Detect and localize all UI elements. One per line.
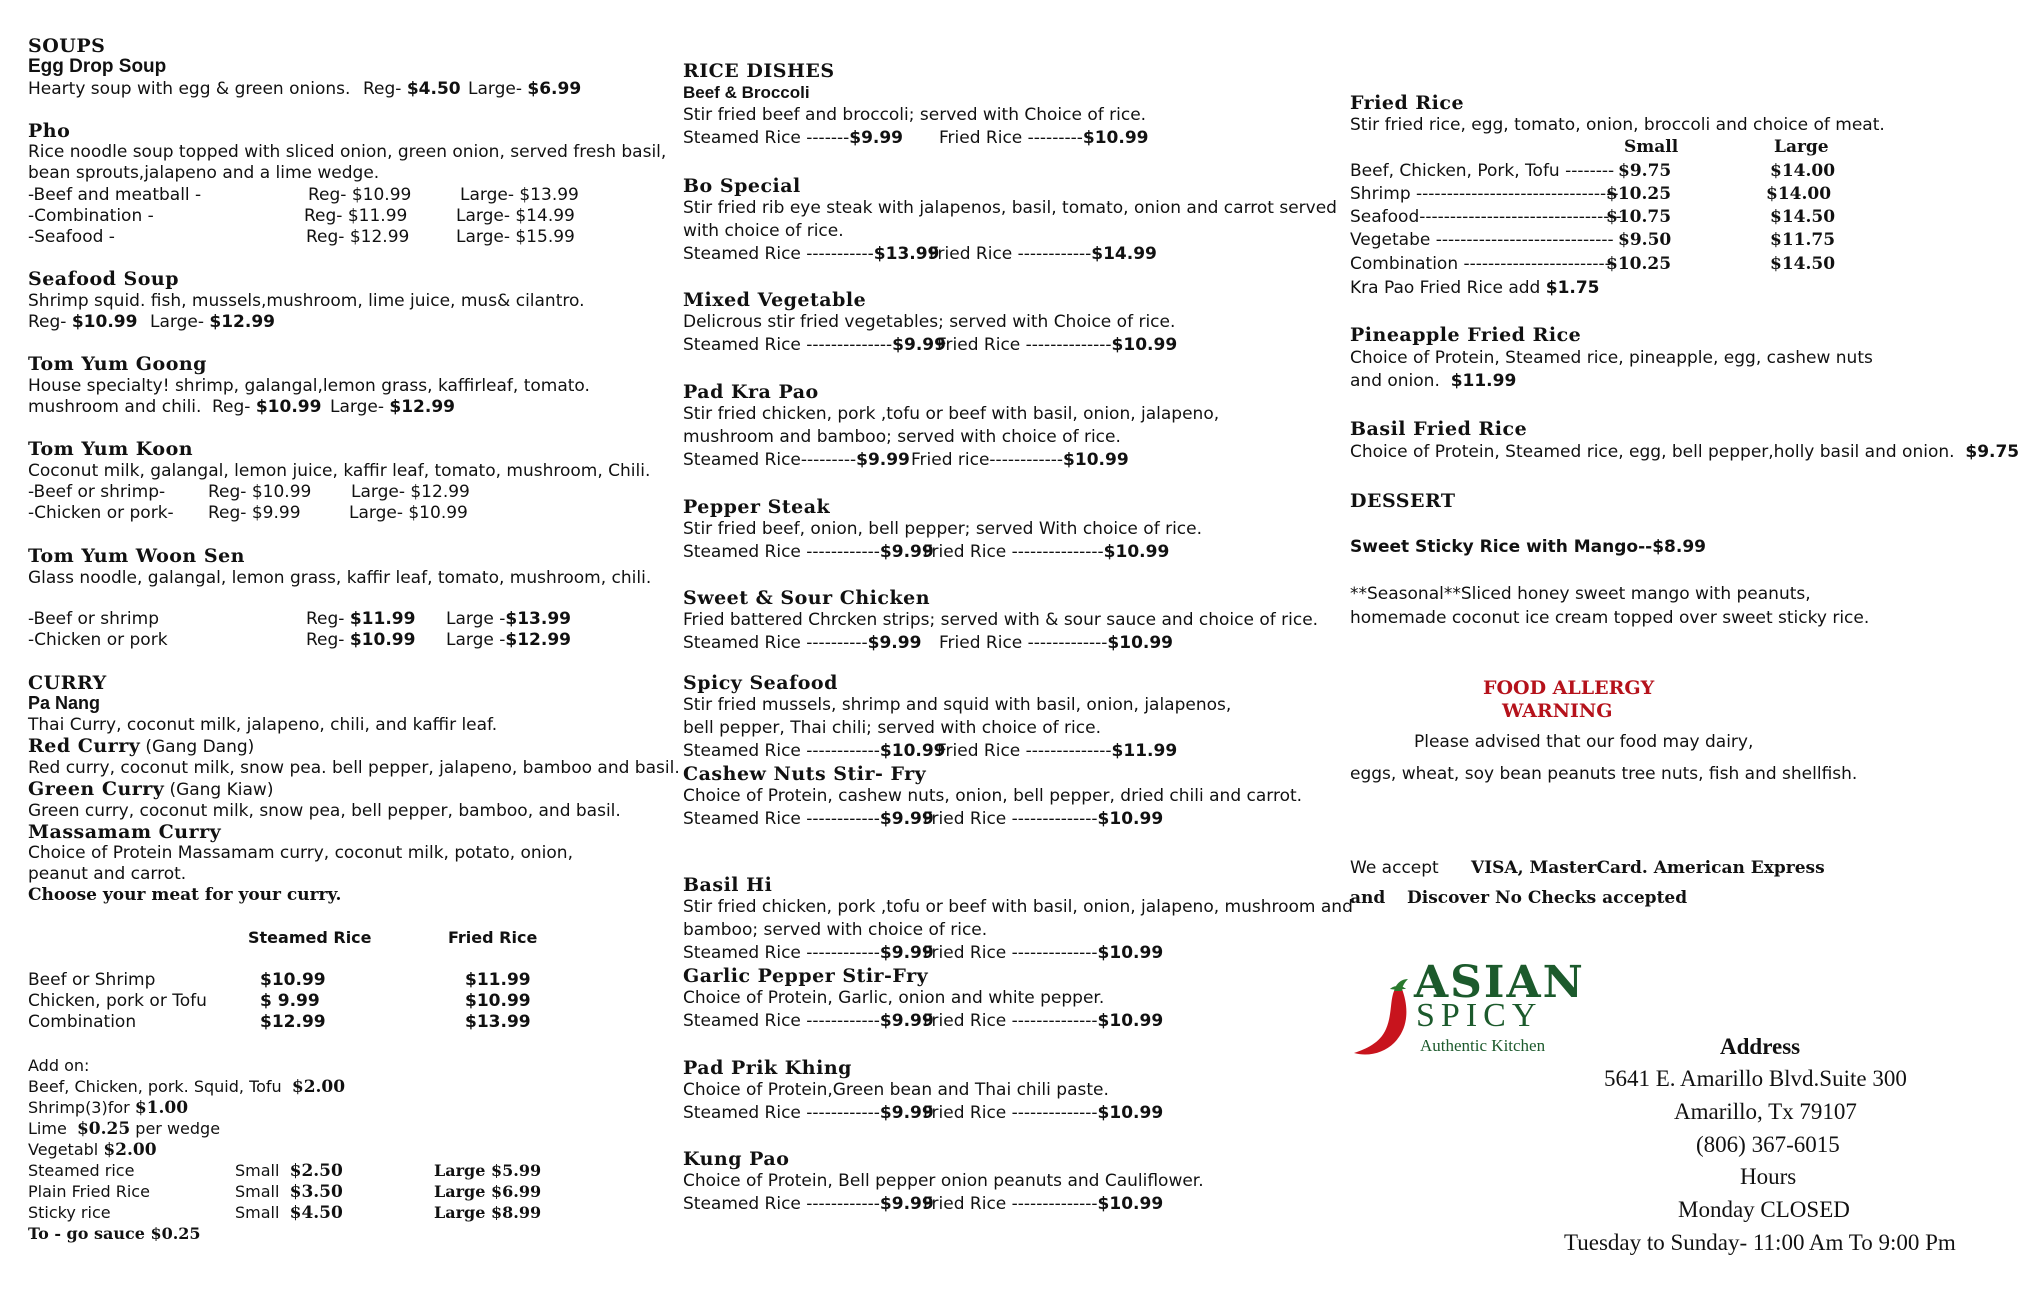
woon-sen-row-large: Large -$13.99 [446,609,571,629]
dish-prices-fried: Fried rice------------$10.99 [911,450,1129,470]
addon-rice-label: Sticky rice [28,1203,111,1222]
dish-prices: Steamed Rice ------------$9.99 [683,1011,934,1031]
dish-prices-fried: Fried Rice --------------$10.99 [937,335,1178,355]
dish-prices: Steamed Rice ------------$10.99 [683,741,946,761]
egg-drop-desc: Hearty soup with egg & green onions. [28,79,351,99]
tom-yum-koon-row-large: Large- $10.99 [349,503,468,523]
logo-spicy: SPICY [1416,997,1543,1034]
tom-yum-koon-row-label: -Beef or shrimp- [28,482,166,502]
dessert-heading: DESSERT [1350,490,1456,512]
tom-yum-koon-row-large: Large- $12.99 [351,482,470,502]
hours-heading: Hours [1740,1164,1797,1189]
curry-row-steamed: $ 9.99 [260,991,320,1011]
addon-rice-large: Large $8.99 [434,1203,542,1222]
address-heading: Address [1720,1034,1801,1059]
dish-desc: Choice of Protein, Bell pepper onion peanuts and Cauliflower. [683,1171,1204,1191]
pho-row-label: -Seafood - [28,227,115,247]
logo-asian: ASIAN [1414,957,1585,1008]
seafood-soup-desc: Shrimp squid. fish, mussels,mushroom, lime juice, mus& cilantro. [28,291,585,311]
curry-row-steamed: $12.99 [260,1012,326,1032]
basil-fried-rice-name: Basil Fried Rice [1350,418,1528,440]
tom-yum-koon-row-reg: Reg- $10.99 [208,482,312,502]
massaman-name: Massamam Curry [28,821,222,843]
fried-rice-small-header: Small [1624,137,1679,157]
dish-name: Garlic Pepper Stir-Fry [683,965,929,987]
dish-desc: Choice of Protein, cashew nuts, onion, bell pepper, dried chili and carrot. [683,786,1303,806]
dish-prices: Steamed Rice -------$9.99 [683,128,904,148]
dish-desc: Stir fried chicken, pork ,tofu or beef with basil, onion, jalapeno, mushroom and [683,897,1353,917]
payment-and: and [1350,888,1386,908]
curry-row-steamed: $10.99 [260,970,326,990]
dish-desc: Choice of Protein,Green bean and Thai chili paste. [683,1080,1109,1100]
dish-desc: Stir fried beef and broccoli; served with Choice of rice. [683,105,1147,125]
logo-tagline: Authentic Kitchen [1420,1036,1546,1055]
curry-row-fried: $10.99 [465,991,531,1011]
allergy-line-1: Please advised that our food may dairy, [1414,732,1754,752]
addon-rice-label: Plain Fried Rice [28,1182,150,1201]
pho-row-large: Large- $15.99 [456,227,575,247]
dish-desc: Stir fried rib eye steak with jalapenos, basil, tomato, onion and carrot served [683,198,1337,218]
fried-rice-row-large: $11.75 [1770,230,1836,250]
fried-rice-desc: Stir fried rice, egg, tomato, onion, broccoli and choice of meat. [1350,115,1885,135]
fried-rice-row-label: Beef, Chicken, Pork, Tofu -------- [1350,161,1615,181]
fried-rice-large-header: Large [1774,137,1829,157]
dish-prices: Steamed Rice -----------$13.99 [683,244,940,264]
dessert-desc-1: **Seasonal**Sliced honey sweet mango with peanuts, [1350,584,1811,604]
dish-prices-fried: Fried Rice --------------$10.99 [923,1194,1164,1214]
phone-number: (806) 367-6015 [1696,1132,1840,1157]
woon-sen-row-label: -Beef or shrimp [28,609,159,629]
payment-accept: We accept [1350,858,1439,878]
fried-rice-row-label: Combination ------------------------- [1350,254,1617,274]
payment-cards: VISA, MasterCard. American Express [1471,858,1825,878]
massaman-desc-1: Choice of Protein Massamam curry, coconut milk, potato, onion, [28,843,573,863]
dish-desc: Stir fried beef, onion, bell pepper; served With choice of rice. [683,519,1203,539]
dish-desc-2: with choice of rice. [683,221,844,241]
dish-name: Spicy Seafood [683,672,838,694]
dish-name: Pad Prik Khing [683,1057,852,1079]
dish-prices-fried: Fried Rice --------------$11.99 [937,741,1178,761]
fried-rice-row-small: $10.25 [1606,254,1672,274]
fried-rice-row-small: $9.75 [1618,161,1672,181]
dish-desc-2: mushroom and bamboo; served with choice of rice. [683,427,1121,447]
panang-desc: Thai Curry, coconut milk, jalapeno, chili, and kaffir leaf. [28,715,498,735]
woon-sen-row-reg: Reg- $11.99 [306,609,416,629]
curry-heading: CURRY [28,672,107,694]
tom-yum-woon-sen-name: Tom Yum Woon Sen [28,545,245,567]
dish-desc-2: bamboo; served with choice of rice. [683,920,988,940]
address-line-2: Amarillo, Tx 79107 [1674,1099,1857,1124]
green-curry-desc: Green curry, coconut milk, snow pea, bell pepper, bamboo, and basil. [28,801,621,821]
dish-prices: Steamed Rice ------------$9.99 [683,1194,934,1214]
pho-row-label: -Combination - [28,206,154,226]
tom-yum-goong-desc-2: mushroom and chili. [28,397,202,417]
egg-drop-reg: Reg- $4.50 [363,79,461,99]
dish-prices: Steamed Rice ----------$9.99 [683,633,922,653]
dish-name: Bo Special [683,175,801,197]
addon-protein: Beef, Chicken, pork. Squid, Tofu $2.00 [28,1077,346,1097]
addon-rice-label: Steamed rice [28,1161,135,1180]
curry-fried-header: Fried Rice [448,928,538,947]
woon-sen-row-large: Large -$12.99 [446,630,571,650]
tom-yum-goong-large: Large- $12.99 [330,397,455,417]
dish-desc: Stir fried mussels, shrimp and squid with basil, onion, jalapenos, [683,695,1232,715]
fried-rice-row-small: $9.50 [1618,230,1672,250]
red-curry-desc: Red curry, coconut milk, snow pea. bell pepper, jalapeno, bamboo and basil. [28,758,680,778]
fried-rice-row-label: Seafood--------------------------------- [1350,207,1622,227]
dish-desc: Fried battered Chrcken strips; served with & sour sauce and choice of rice. [683,610,1319,630]
dish-prices-fried: Fried Rice --------------$10.99 [923,943,1164,963]
panang-name: Pa Nang [28,693,101,713]
dish-name: Kung Pao [683,1148,790,1170]
dish-name: Pad Kra Pao [683,381,819,403]
tom-yum-goong-name: Tom Yum Goong [28,353,207,375]
fried-rice-row-large: $14.00 [1766,184,1832,204]
curry-row-label: Combination [28,1012,137,1032]
hours-monday: Monday CLOSED [1678,1197,1850,1222]
pineapple-desc-2: and onion. $11.99 [1350,371,1517,391]
payment-discover: Discover No Checks accepted [1407,888,1688,908]
tom-yum-koon-name: Tom Yum Koon [28,438,194,460]
fried-rice-row-small: $10.25 [1606,184,1672,204]
pineapple-fried-rice-name: Pineapple Fried Rice [1350,324,1582,346]
allergy-title-2: WARNING [1502,700,1613,722]
tom-yum-goong-reg: Reg- $10.99 [212,397,322,417]
dish-name: Basil Hi [683,874,773,896]
fried-rice-row-large: $14.50 [1770,254,1836,274]
dish-prices: Steamed Rice---------$9.99 [683,450,910,470]
woon-sen-row-label: -Chicken or pork [28,630,168,650]
fried-rice-row-small: $10.75 [1606,207,1672,227]
addon-shrimp: Shrimp(3)for $1.00 [28,1098,189,1118]
basil-fried-rice-desc: Choice of Protein, Steamed rice, egg, bell pepper,holly basil and onion. $9.75 [1350,442,2019,462]
dish-prices: Steamed Rice ------------$9.99 [683,943,934,963]
curry-row-label: Chicken, pork or Tofu [28,991,207,1011]
addon-rice-small: Small $3.50 [235,1182,343,1202]
addon-rice-large: Large $6.99 [434,1182,542,1201]
pho-row-reg: Reg- $11.99 [304,206,408,226]
addon-rice-large: Large $5.99 [434,1161,542,1180]
tom-yum-goong-desc-1: House specialty! shrimp, galangal,lemon grass, kaffirleaf, tomato. [28,376,590,396]
seafood-soup-name: Seafood Soup [28,268,180,290]
dish-prices: Steamed Rice --------------$9.99 [683,335,946,355]
dish-prices-fried: Fried Rice --------------$10.99 [923,1103,1164,1123]
rice-dishes-heading: RICE DISHES [683,60,835,82]
green-curry-name: Green Curry (Gang Kiaw) [28,778,274,800]
curry-steamed-header: Steamed Rice [248,928,372,947]
allergy-title-1: FOOD ALLERGY [1483,677,1655,699]
addon-vegetable: Vegetabl $2.00 [28,1140,157,1160]
dish-name: Cashew Nuts Stir- Fry [683,763,927,785]
dessert-item: Sweet Sticky Rice with Mango--$8.99 [1350,537,1706,557]
dish-prices-fried: Fried Rice ---------------$10.99 [923,542,1170,562]
addon-rice-small: Small $2.50 [235,1161,343,1181]
addon-lime: Lime $0.25 per wedge [28,1119,221,1139]
dish-desc: Stir fried chicken, pork ,tofu or beef with basil, onion, jalapeno, [683,404,1220,424]
pho-row-label: -Beef and meatball - [28,185,202,205]
dish-prices-fried: Fried Rice -------------$10.99 [939,633,1174,653]
tom-yum-koon-row-reg: Reg- $9.99 [208,503,301,523]
allergy-line-2: eggs, wheat, soy bean peanuts tree nuts, fish and shellfish. [1350,764,1858,784]
dish-prices-fried: Fried Rice --------------$10.99 [923,809,1164,829]
dish-prices-fried: Fried Rice ------------$14.99 [929,244,1157,264]
chili-pepper-icon [1350,975,1420,1065]
woon-sen-row-reg: Reg- $10.99 [306,630,416,650]
curry-row-fried: $13.99 [465,1012,531,1032]
egg-drop-name: Egg Drop Soup [28,56,167,77]
fried-rice-row-large: $14.00 [1770,161,1836,181]
pho-row-reg: Reg- $10.99 [308,185,412,205]
pho-desc-1: Rice noodle soup topped with sliced onion, green onion, served fresh basil, [28,142,667,162]
tom-yum-koon-row-label: -Chicken or pork- [28,503,174,523]
seafood-soup-reg: Reg- $10.99 [28,312,138,332]
pho-row-large: Large- $13.99 [460,185,579,205]
fried-rice-row-large: $14.50 [1770,207,1836,227]
dish-prices: Steamed Rice ------------$9.99 [683,1103,934,1123]
dish-name: Mixed Vegetable [683,289,867,311]
dish-name: Beef & Broccoli [683,83,810,102]
togo-sauce: To - go sauce $0.25 [28,1224,201,1243]
addon-heading: Add on: [28,1056,90,1075]
pho-row-reg: Reg- $12.99 [306,227,410,247]
soups-heading: SOUPS [28,35,106,57]
tom-yum-koon-desc: Coconut milk, galangal, lemon juice, kaffir leaf, tomato, mushroom, Chili. [28,461,651,481]
choose-meat-note: Choose your meat for your curry. [28,885,342,905]
massaman-desc-2: peanut and carrot. [28,864,187,884]
curry-row-label: Beef or Shrimp [28,970,156,990]
hours-week: Tuesday to Sunday- 11:00 Am To 9:00 Pm [1564,1230,1956,1255]
curry-row-fried: $11.99 [465,970,531,990]
dish-prices: Steamed Rice ------------$9.99 [683,542,934,562]
dessert-desc-2: homemade coconut ice cream topped over sweet sticky rice. [1350,608,1870,628]
fried-rice-heading: Fried Rice [1350,92,1465,114]
address-line-1: 5641 E. Amarillo Blvd.Suite 300 [1604,1066,1907,1091]
fried-rice-row-label: Vegetabe ----------------------------- [1350,230,1614,250]
pho-row-large: Large- $14.99 [456,206,575,226]
dish-desc: Delicrous stir fried vegetables; served with Choice of rice. [683,312,1176,332]
dish-name: Sweet & Sour Chicken [683,587,931,609]
krapao-addon: Kra Pao Fried Rice add $1.75 [1350,278,1600,298]
egg-drop-large: Large- $6.99 [468,79,582,99]
dish-name: Pepper Steak [683,496,831,518]
dish-prices: Steamed Rice ------------$9.99 [683,809,934,829]
tom-yum-woon-sen-desc: Glass noodle, galangal, lemon grass, kaffir leaf, tomato, mushroom, chili. [28,568,652,588]
red-curry-name: Red Curry (Gang Dang) [28,735,255,757]
dish-desc-2: bell pepper, Thai chili; served with choice of rice. [683,718,1101,738]
dish-prices-fried: Fried Rice ---------$10.99 [939,128,1149,148]
seafood-soup-large: Large- $12.99 [150,312,275,332]
fried-rice-row-label: Shrimp --------------------------------- [1350,184,1619,204]
dish-desc: Choice of Protein, Garlic, onion and white pepper. [683,988,1105,1008]
pho-desc-2: bean sprouts,jalapeno and a lime wedge. [28,163,380,183]
dish-prices-fried: Fried Rice --------------$10.99 [923,1011,1164,1031]
pho-name: Pho [28,120,71,142]
pineapple-desc-1: Choice of Protein, Steamed rice, pineapple, egg, cashew nuts [1350,348,1873,368]
addon-rice-small: Small $4.50 [235,1203,343,1223]
